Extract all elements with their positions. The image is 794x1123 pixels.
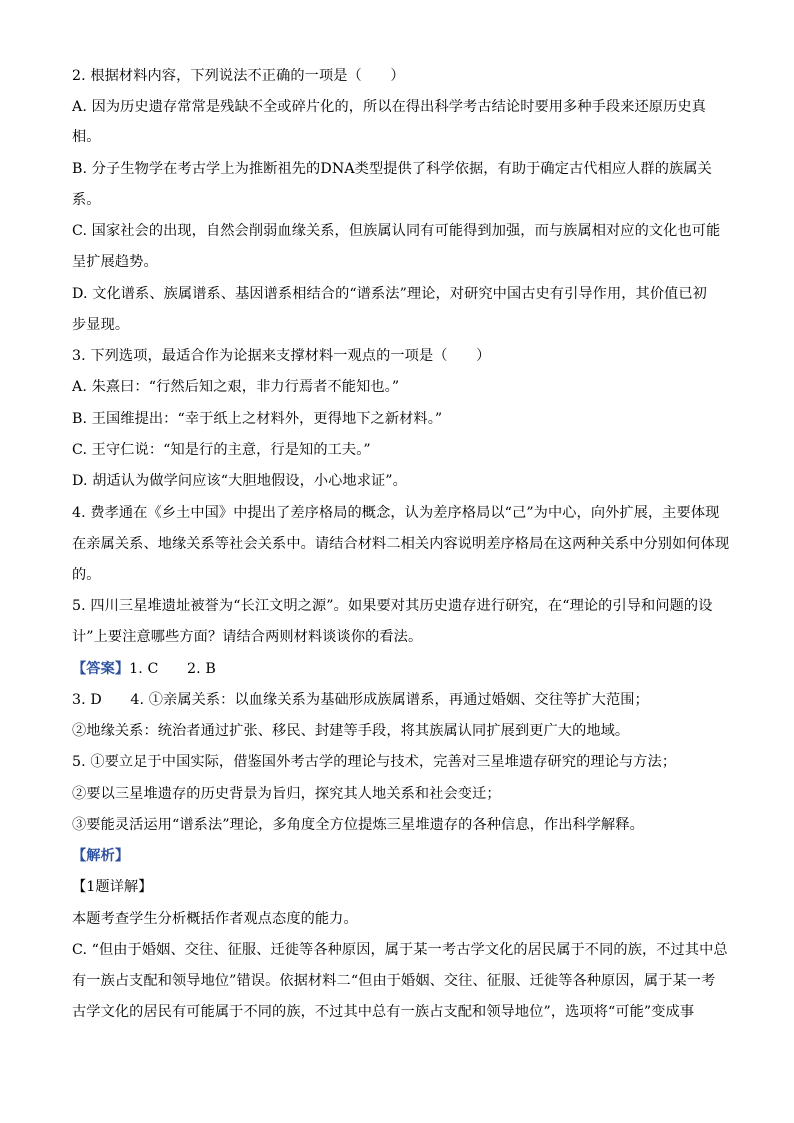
q2-option-b: B. 分子生物学在考古学上为推断祖先的DNA类型提供了科学依据，有助于确定古代相应人群的族属关 [72, 161, 712, 177]
analysis-label: 【解析】 [72, 848, 130, 864]
answer-values-1: 1. C 2. B [129, 661, 216, 677]
q4-line-2: 在亲属关系、地缘关系等社会关系中。请结合材料二相关内容说明差序格局在这两种关系中分别如何体现 [72, 536, 730, 552]
q3-option-a: A. 朱熹曰：“行然后知之艰，非力行焉者不能知也。” [72, 379, 400, 395]
answer-line-1 [72, 659, 216, 679]
q3-option-b: B. 王国维提出：“幸于纸上之材料外，更得地下之新材料。” [72, 411, 443, 427]
analysis-line-1: C. “但由于婚姻、交往、征服、迁徙等各种原因，属于某一考古学文化的居民属于不同的族，不过其中总 [72, 942, 728, 958]
answer-line-5: ②要以三星堆遗存的历史背景为旨归，探究其人地关系和社会变迁； [72, 786, 501, 802]
q2-stem: 2. 根据材料内容，下列说法不正确的一项是（ ） [72, 68, 405, 84]
q5-line-2: 计”上要注意哪些方面？请结合两则材料谈谈你的看法。 [72, 629, 423, 645]
q3-option-c: C. 王守仁说：“知是行的主意，行是知的工夫。” [72, 442, 371, 458]
answer-line-3: ②地缘关系：统治者通过扩张、移民、封建等手段，将其族属认同扩展到更广大的地域。 [72, 723, 630, 739]
q4-line-3: 的。 [72, 567, 101, 583]
analysis-intro: 本题考查学生分析概括作者观点态度的能力。 [72, 911, 358, 927]
analysis-line-2: 有一族占支配和领导地位”错误。依据材料二“但由于婚姻、交往、征服、迁徙等各种原因，属于某一考 [72, 973, 716, 989]
q3-stem: 3. 下列选项，最适合作为论据来支撑材料一观点的一项是（ ） [72, 348, 491, 364]
answer-line-2: 3. D 4. ①亲属关系：以血缘关系为基础形成族属谱系，再通过婚姻、交往等扩大范围； [72, 692, 649, 708]
answer-line-6: ③要能灵活运用“谱系法”理论，多角度全方位提炼三星堆遗存的各种信息，作出科学解释。 [72, 817, 644, 833]
q2-option-d-cont: 步显现。 [72, 317, 130, 333]
analysis-line-3: 古学文化的居民有可能属于不同的族，不过其中总有一族占支配和领导地位”，选项将“可能”变成事 [72, 1004, 695, 1020]
answer-label: 【答案】 [72, 661, 130, 677]
answer-line-4: 5. ①要立足于中国实际，借鉴国外考古学的理论与技术，完善对三星堆遗存研究的理论与方法； [72, 754, 677, 770]
q2-option-c: C. 国家社会的出现，自然会削弱血缘关系，但族属认同有可能得到加强，而与族属相对应的文化也可能 [72, 223, 721, 239]
q2-option-a: A. 因为历史遗存常常是残缺不全或碎片化的，所以在得出科学考古结论时要用多种手段来还原历史真 [72, 99, 706, 115]
q2-option-d: D. 文化谱系、族属谱系、基因谱系相结合的“谱系法”理论，对研究中国古史有引导作用，其价值已初 [72, 286, 707, 302]
q4-line-1: 4. 费孝通在《乡土中国》中提出了差序格局的概念，认为差序格局以“己”为中心，向外扩展，主要体现 [72, 505, 720, 521]
q1-detail-heading: 【1题详解】 [72, 879, 153, 895]
q3-option-d: D. 胡适认为做学问应该“大胆地假设，小心地求证”。 [72, 473, 407, 489]
q2-option-b-cont: 系。 [72, 192, 101, 208]
q2-option-a-cont: 相。 [72, 129, 101, 145]
q5-line-1: 5. 四川三星堆遗址被誉为“长江文明之源”。如果要对其历史遗存进行研究，在“理论的引导和问题的设 [72, 598, 713, 614]
q2-option-c-cont: 呈扩展趋势。 [72, 254, 158, 270]
